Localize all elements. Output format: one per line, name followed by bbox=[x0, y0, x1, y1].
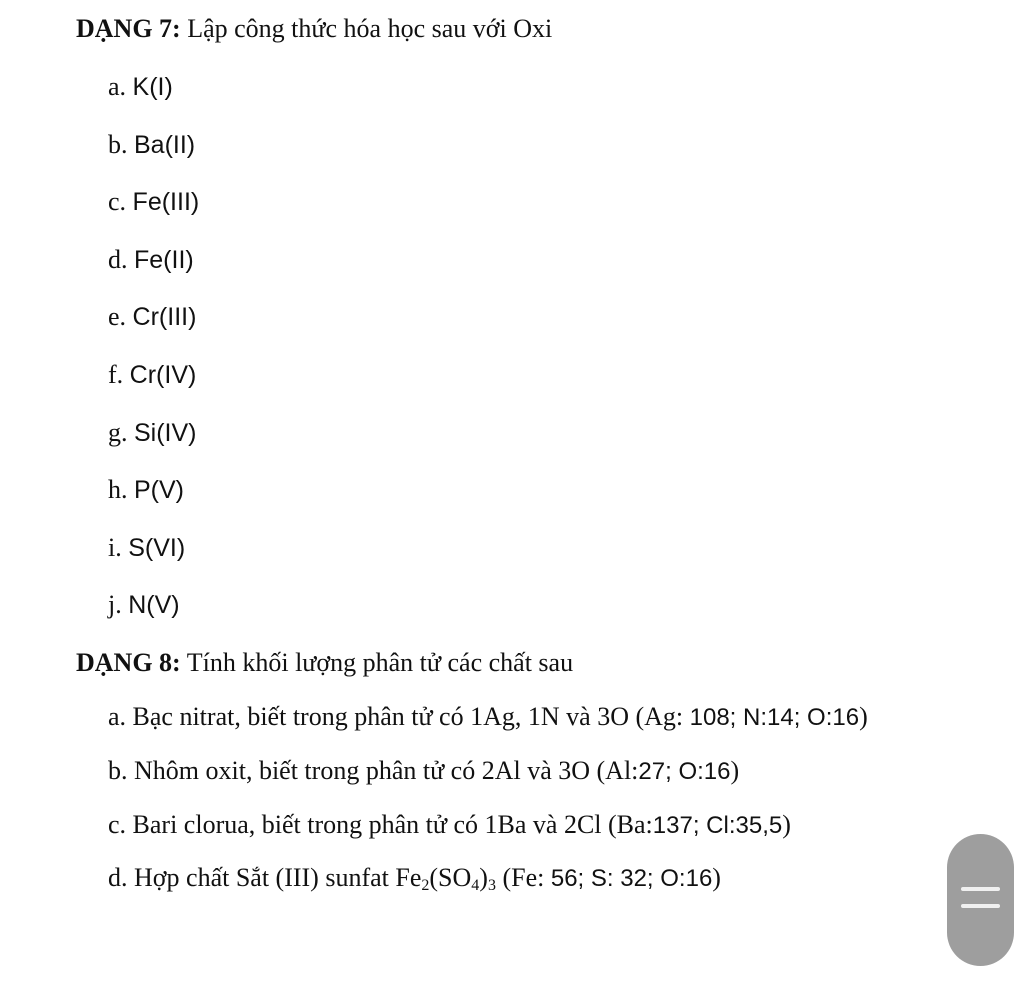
grip-line bbox=[961, 887, 1000, 891]
heading-dang-7 bbox=[76, 14, 552, 44]
list-item: c. Fe(III) bbox=[108, 187, 200, 216]
item-formula: Fe(II) bbox=[134, 246, 194, 274]
list-item: j. N(V) bbox=[108, 590, 180, 619]
atomic-masses: 137; Cl:35,5 bbox=[652, 812, 783, 839]
list-item: a. Bạc nitrat, biết trong phân tử có 1Ag, 1N và 3O (Ag: 108; N:14; O:16) bbox=[108, 702, 868, 731]
list-item: b. Ba(II) bbox=[108, 130, 196, 159]
list-item: b. Nhôm oxit, biết trong phân tử có 2Al và 3O (Al:27; O:16) bbox=[108, 756, 740, 785]
item-formula: K(I) bbox=[132, 73, 173, 101]
item-formula: P(V) bbox=[134, 476, 184, 504]
atomic-masses: 27; O:16 bbox=[638, 758, 731, 785]
item-formula: N(V) bbox=[128, 591, 180, 619]
heading-label: DẠNG 8: bbox=[76, 648, 181, 677]
heading-title: Tính khối lượng phân tử các chất sau bbox=[180, 648, 574, 677]
item-formula: Cr(III) bbox=[132, 303, 197, 331]
list-item: c. Bari clorua, biết trong phân tử có 1Ba và 2Cl (Ba:137; Cl:35,5) bbox=[108, 810, 791, 839]
scroll-handle[interactable] bbox=[947, 834, 1014, 966]
heading-label: DẠNG 7: bbox=[76, 14, 181, 43]
item-formula: Si(IV) bbox=[134, 419, 197, 447]
item-formula: Cr(IV) bbox=[129, 361, 197, 389]
list-item: d. Fe(II) bbox=[108, 245, 194, 274]
heading-dang-8 bbox=[76, 648, 573, 678]
heading-title: Lập công thức hóa học sau với Oxi bbox=[180, 14, 553, 43]
item-formula: Ba(II) bbox=[134, 131, 196, 159]
list-item: f. Cr(IV) bbox=[108, 360, 197, 389]
atomic-masses: 56; S: 32; O:16 bbox=[550, 865, 713, 892]
list-item: a. K(I) bbox=[108, 72, 173, 101]
grip-line bbox=[961, 904, 1000, 908]
list-item: g. Si(IV) bbox=[108, 418, 197, 447]
list-item: i. S(VI) bbox=[108, 533, 186, 562]
list-item: h. P(V) bbox=[108, 475, 184, 504]
list-item: d. Hợp chất Sắt (III) sunfat $Fe_2(SO_4)_3$ (Fe: 56; S: 32; O:16) bbox=[108, 863, 721, 894]
item-formula: Fe(III) bbox=[132, 188, 200, 216]
list-item: e. Cr(III) bbox=[108, 302, 197, 331]
item-formula: S(VI) bbox=[128, 534, 186, 562]
atomic-masses: 108; N:14; O:16 bbox=[689, 704, 860, 731]
